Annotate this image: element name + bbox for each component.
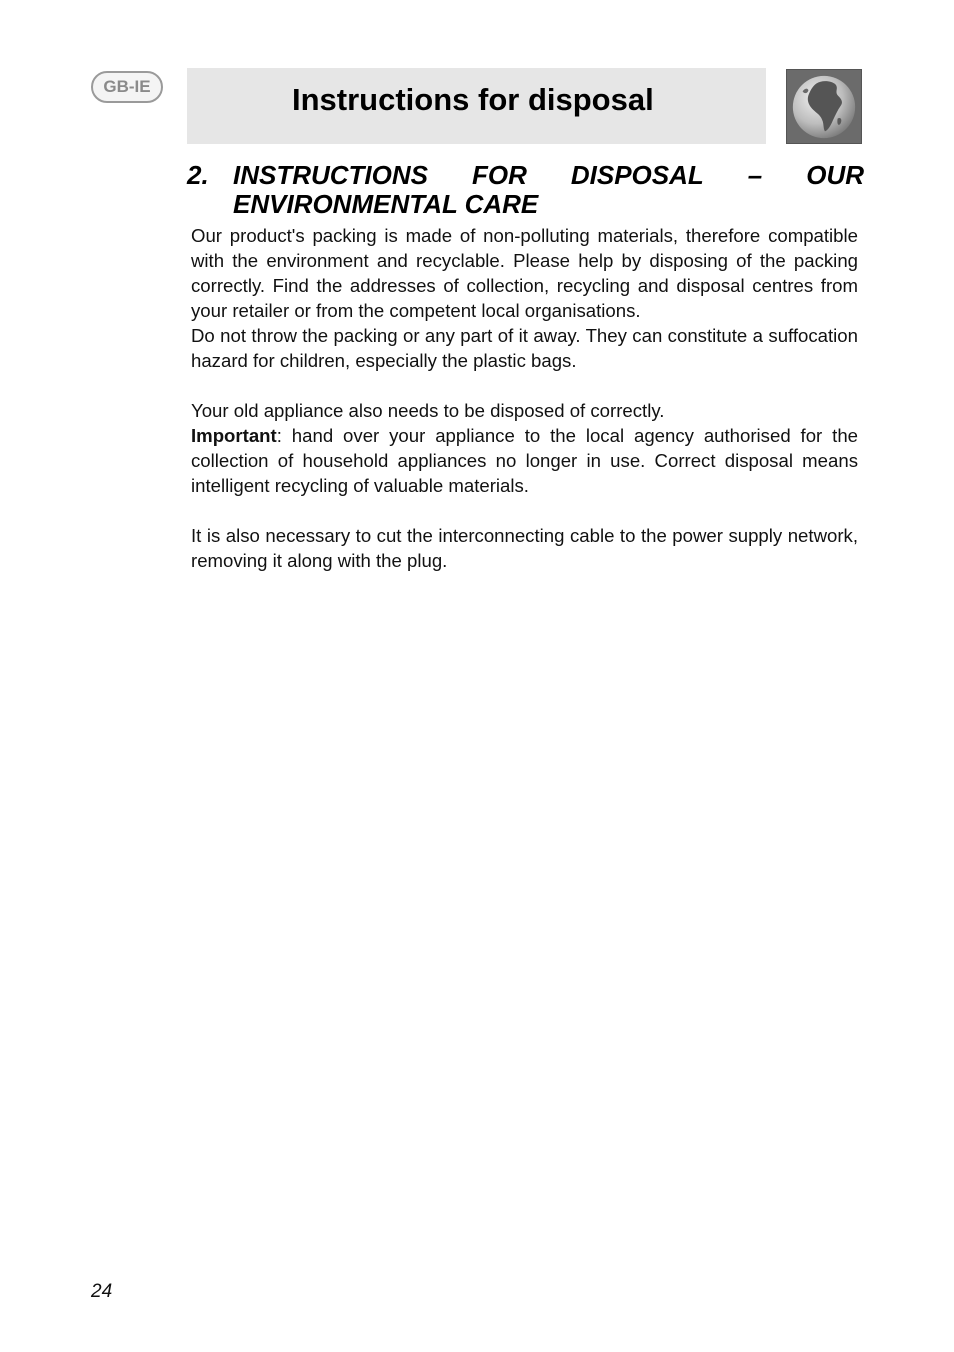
section-number: 2. [187, 160, 209, 190]
section-heading [187, 161, 864, 219]
heading-word: OUR [806, 160, 864, 190]
header-title-bar [187, 68, 766, 144]
paragraph-cable: It is also necessary to cut the interconnecting cable to the power supply network, removing it along with the plug. [191, 525, 858, 571]
section-heading-line-1 [233, 161, 864, 190]
section-heading-line-2: ENVIRONMENTAL CARE [233, 189, 539, 219]
heading-word: – [747, 160, 763, 190]
page-title: Instructions for disposal [292, 82, 654, 117]
heading-word: FOR [471, 160, 527, 190]
important-label: Important [191, 425, 277, 446]
heading-word: DISPOSAL [570, 160, 704, 190]
body-text [191, 223, 858, 573]
important-text: : hand over your appliance to the local agency authorised for the collection of household appliances no longer in use. Correct disposal means intelligent recycling of valuable materials. [191, 425, 858, 496]
region-badge [91, 71, 163, 103]
page-number: 24 [91, 1281, 113, 1302]
paragraph-hazard: Do not throw the packing or any part of it away. They can constitute a suffocation hazard for children, especially the plastic bags. [191, 325, 858, 371]
heading-word: INSTRUCTIONS [233, 160, 428, 190]
globe-icon [786, 69, 862, 144]
paragraph-important [191, 423, 858, 498]
paragraph-packing: Our product's packing is made of non-polluting materials, therefore compatible with the environment and recyclable. Please help by disposing of the packing correctly. Find the addresses of collection, recycling and disposal centres from your retailer or from the competent local organisations. [191, 225, 858, 321]
region-badge-label: GB-IE [103, 77, 151, 96]
paragraph-old-appliance: Your old appliance also needs to be disposed of correctly. [191, 400, 665, 421]
